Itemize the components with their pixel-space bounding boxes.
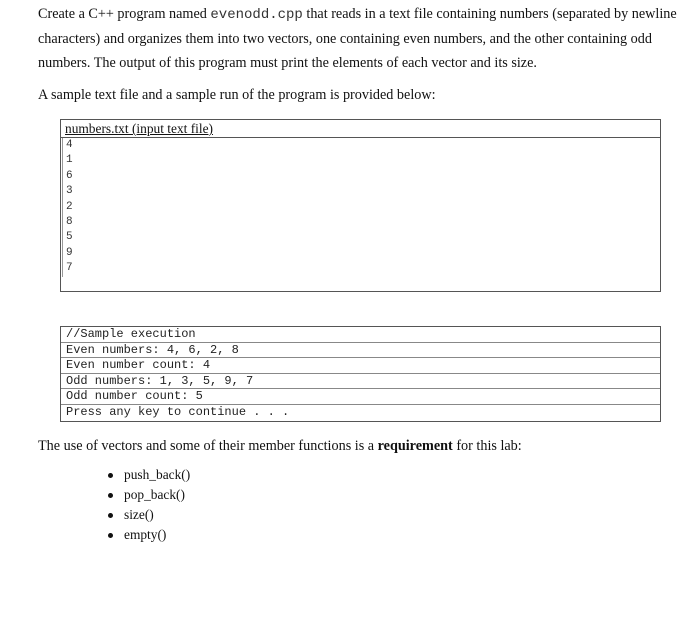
intro-paragraph: [38, 2, 678, 75]
number-line: 4: [66, 139, 73, 151]
function-name: pop_back(): [124, 487, 185, 502]
number-line: 3: [66, 185, 73, 198]
function-name: push_back(): [124, 467, 191, 482]
number-line: 1: [66, 154, 73, 167]
function-name: size(): [124, 507, 154, 522]
execution-comment: //Sample execution: [61, 327, 660, 343]
number-line: 9: [66, 246, 73, 259]
function-name: empty(): [124, 527, 167, 542]
bullet-icon: [108, 473, 113, 478]
sample-execution-box: [60, 326, 661, 422]
number-line: 6: [66, 169, 73, 182]
sample-intro-text: A sample text file and a sample run of the program is provided below:: [38, 87, 436, 103]
number-line: 2: [66, 200, 73, 213]
member-function-list: [108, 465, 190, 545]
program-filename: evenodd.cpp: [210, 7, 303, 23]
requirement-bold: requirement: [377, 438, 453, 454]
list-item: [108, 485, 190, 505]
input-file-title: numbers.txt (input text file): [65, 121, 214, 136]
execution-line-odd-count: Odd number count: 5: [61, 389, 660, 405]
intro-text-start: Create a C++ program named: [38, 6, 211, 22]
number-line: 5: [66, 231, 73, 244]
requirement-suffix: for this lab:: [452, 438, 522, 454]
list-item: [108, 505, 190, 525]
requirement-text: [38, 438, 522, 455]
input-file-contents: [62, 138, 660, 277]
number-line: 7: [66, 262, 73, 275]
list-item: [108, 525, 190, 545]
bullet-icon: [108, 513, 113, 518]
execution-line-even-count: Even number count: 4: [61, 358, 660, 374]
bullet-icon: [108, 533, 113, 538]
bullet-icon: [108, 493, 113, 498]
input-file-header: [61, 120, 660, 138]
input-file-box: [60, 119, 661, 292]
execution-line-even-numbers: Even numbers: 4, 6, 2, 8: [61, 343, 660, 359]
execution-line-odd-numbers: Odd numbers: 1, 3, 5, 9, 7: [61, 374, 660, 390]
intro-text-end: that reads in a text file containing numbers (separated by newline characters) and organizes them into two vectors, one containing even numbers, and the other containing odd numbers. The output of this program must print the elements of each vector and its size.: [38, 6, 677, 71]
requirement-prefix: The use of vectors and some of their member functions is a: [38, 438, 378, 454]
execution-line-continue: Press any key to continue . . .: [66, 404, 290, 419]
list-item: [108, 465, 190, 485]
number-line: 8: [66, 216, 73, 229]
